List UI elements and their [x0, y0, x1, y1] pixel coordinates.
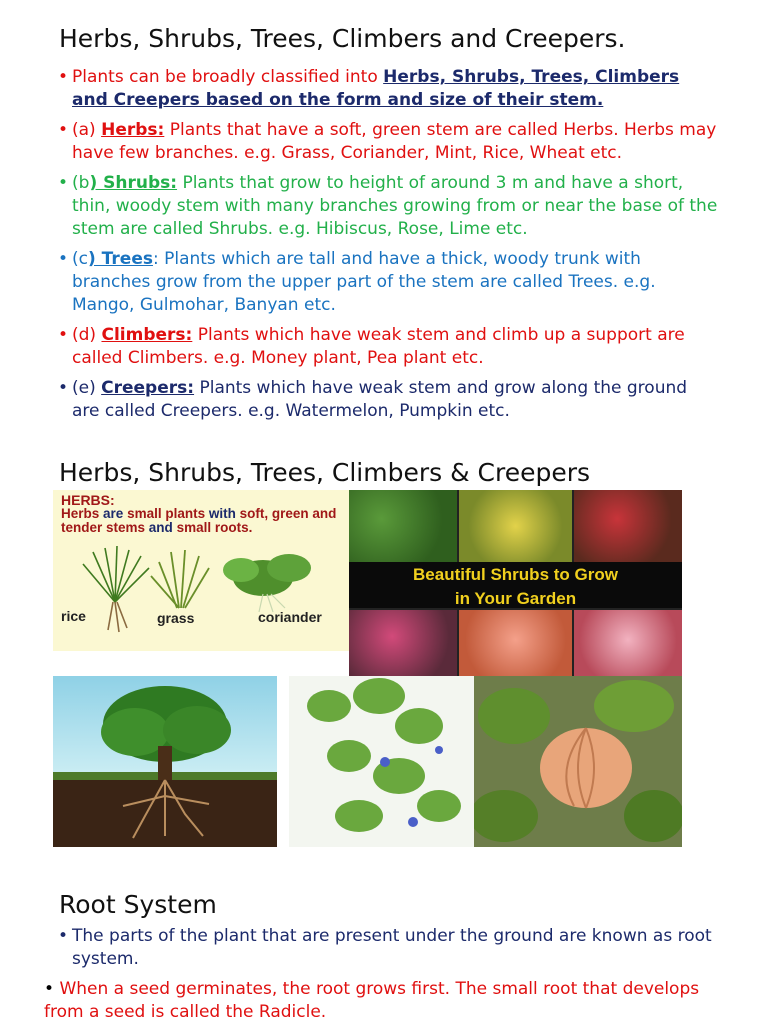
- grass-label: grass: [157, 610, 195, 626]
- shrubs-term: ) Shrubs:: [89, 173, 178, 193]
- shrub-photo-hydrangea: [349, 610, 457, 676]
- trees-term: ) Trees: [87, 249, 153, 269]
- climbers-text: Plants which have weak stem and climb up a support are called Climbers. e.g. Money plant, Pea plant etc.: [72, 325, 685, 368]
- section-title-images: Herbs, Shrubs, Trees, Climbers & Creepers: [59, 458, 591, 487]
- herbs-prefix: (a): [72, 120, 102, 140]
- creepers-text: Plants which have weak stem and grow along the ground are called Creepers. e.g. Watermelon, Pumpkin etc.: [72, 378, 688, 421]
- banner-line-1: Beautiful Shrubs to Grow: [413, 565, 618, 584]
- bullet-trees: [58, 248, 718, 317]
- climber-plant-icon: [289, 676, 474, 847]
- coriander-label: coriander: [258, 609, 322, 625]
- herbs-image-heading: HERBS:: [61, 492, 115, 508]
- trees-text: : Plants which are tall and have a thick, woody trunk with branches grow from the upper part of the stem are called Trees. e.g. Mango, Gulmohar, Banyan etc.: [72, 249, 656, 315]
- bullet-shrubs: [58, 172, 718, 241]
- shrub-photo-azalea: [459, 610, 572, 676]
- grass-plant-icon: [151, 550, 209, 608]
- coriander-plant-icon: [223, 554, 311, 612]
- creepers-prefix: (e): [72, 378, 102, 398]
- shrubs-collage: [349, 490, 682, 676]
- creeper-illustration: [474, 676, 682, 847]
- climbers-term: Climbers:: [101, 325, 193, 345]
- shrub-photo-green: [349, 490, 457, 562]
- bullet-root-definition: • The parts of the plant that are present under the ground are known as root system.: [58, 925, 718, 971]
- bullet-climbers: [58, 324, 718, 370]
- herbs-text: Plants that have a soft, green stem are called Herbs. Herbs may have few branches. e.g. Grass, Coriander, Mint, Rice, Wheat etc.: [72, 120, 717, 163]
- rice-label: rice: [61, 608, 86, 624]
- climbers-prefix: (d): [72, 325, 102, 345]
- bullet-intro: [58, 66, 718, 112]
- shrubs-text: Plants that grow to height of around 3 m and have a short, thin, woody stem with many branches growing from or near the base of the stem are called Shrubs. e.g. Hibiscus, Rose, Lime etc.: [72, 173, 718, 239]
- section-title-classification: Herbs, Shrubs, Trees, Climbers and Creepers.: [59, 24, 626, 53]
- creepers-term: Creepers:: [101, 378, 195, 398]
- bullet-radicle: • When a seed germinates, the root grows first. The small root that develops from a seed is called the Radicle.: [44, 979, 700, 1022]
- tree-icon: [53, 676, 277, 847]
- classification-list: [58, 66, 718, 430]
- herbs-illustration: [53, 490, 349, 651]
- herbs-plants-drawing: [53, 490, 349, 651]
- shrub-photo-camellia: [574, 610, 682, 676]
- bullet-creepers: [58, 377, 718, 423]
- trees-prefix: (c: [72, 249, 88, 269]
- shrub-photo-red: [574, 490, 682, 562]
- herbs-image-description: Herbs are small plants with soft, green and tender stems and small roots.: [61, 506, 337, 535]
- climber-illustration: [289, 676, 474, 847]
- shrubs-banner: [349, 562, 682, 608]
- banner-line-2: in Your Garden: [454, 589, 577, 608]
- intro-link-text: Herbs, Shrubs, Trees, Climbers and Creepers based on the form and size of their stem.: [72, 67, 680, 110]
- shrub-photo-yellow: [459, 490, 572, 562]
- section-title-root-system: Root System: [59, 890, 217, 919]
- tree-illustration: [53, 676, 277, 847]
- pumpkin-icon: [474, 676, 682, 847]
- intro-text: Plants can be broadly classified into: [72, 67, 384, 87]
- rice-plant-icon: [83, 546, 149, 632]
- shrubs-prefix: (b: [72, 173, 90, 193]
- herbs-term: Herbs:: [101, 120, 165, 140]
- bullet-herbs: [58, 119, 718, 165]
- root-system-list: [44, 925, 718, 1024]
